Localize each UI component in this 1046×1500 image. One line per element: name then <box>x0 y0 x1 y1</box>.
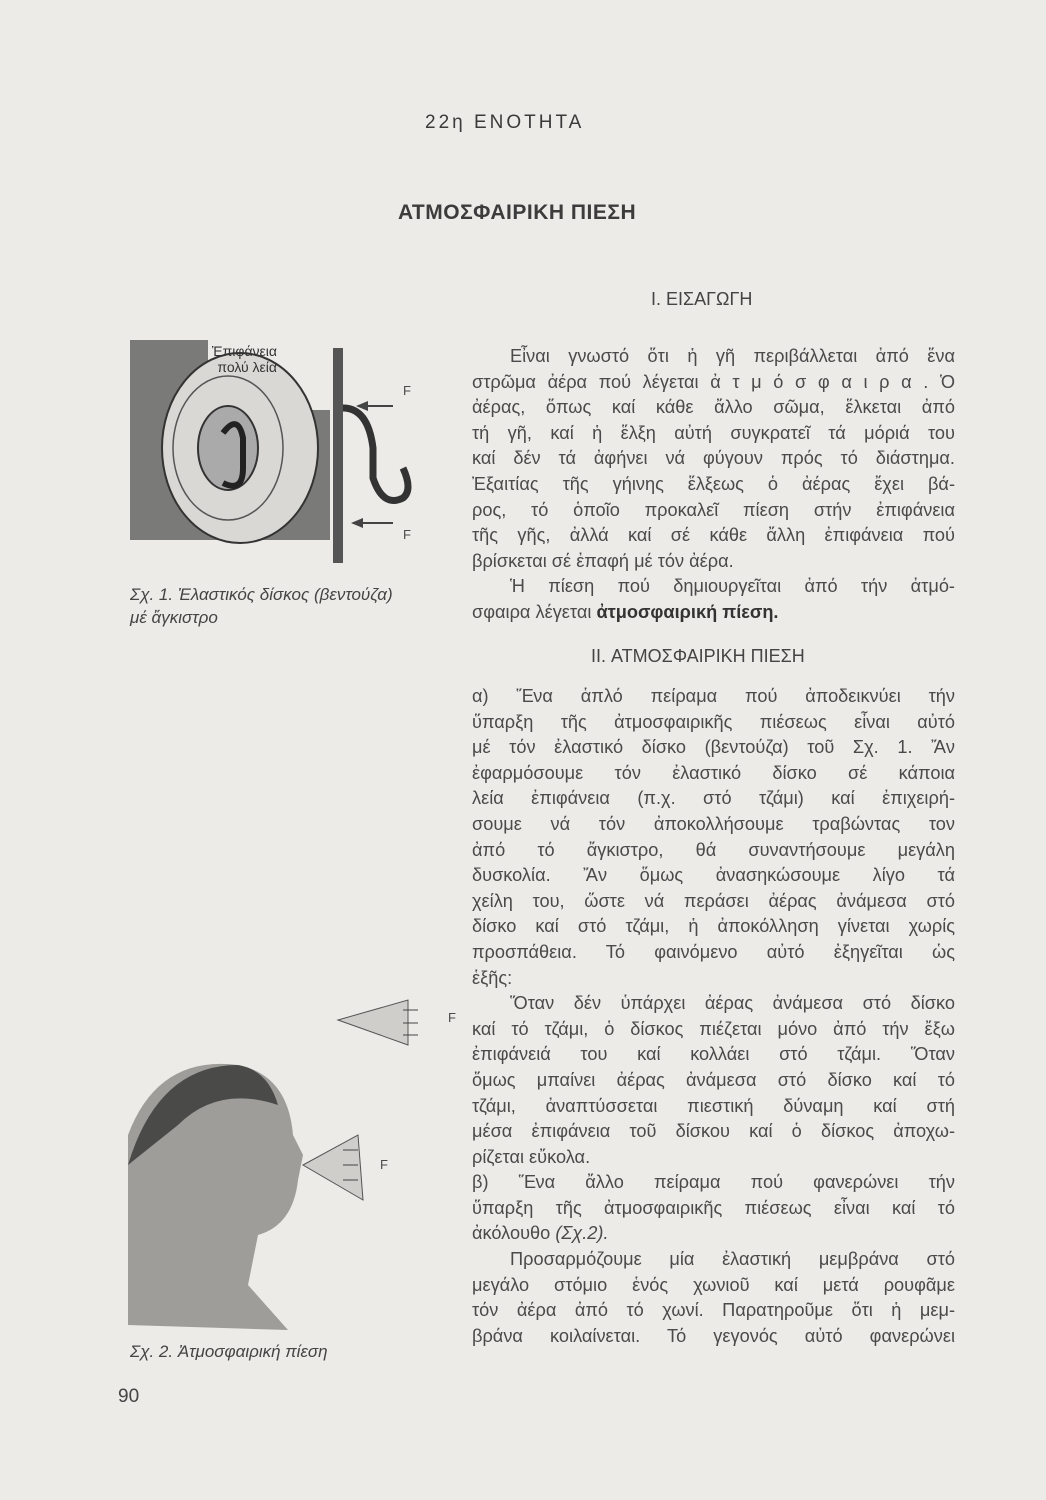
line-text: ἑξῆς: <box>472 967 513 988</box>
section2-body <box>472 684 955 1349</box>
line-text: στρῶμα ἀέρα πού λέγεται ἀ τ μ ό σ φ α ι ρ α . Ὁ <box>472 371 955 392</box>
funnel-experiment-figure <box>118 985 458 1330</box>
text-line <box>472 786 955 812</box>
text-line <box>472 1170 955 1196</box>
line-text: μεγάλο στόμιο ἑνός χωνιοῦ καί μετά ρουφᾶμε <box>472 1274 955 1295</box>
line-text: χείλη του, ὥστε νά περάσει ἀέρας ἀνάμεσα στό <box>472 890 955 911</box>
line-text: προσπάθεια. Τό φαινόμενο αὐτό ἐξηγεῖται ὡς <box>472 941 955 962</box>
line-text: Ὅταν δέν ὑπάρχει ἀέρας ἀνάμεσα στό δίσκο <box>510 993 955 1014</box>
text-line <box>472 863 955 889</box>
text-line <box>472 1017 955 1043</box>
text-line <box>472 940 955 966</box>
text-line <box>472 1068 955 1094</box>
line-text: ἀπό τό ἄγκιστρο, θά συναντήσουμε μεγάλη <box>472 839 955 860</box>
line-text: μέσα ἐπιφάνεια τοῦ δίσκου καί ὁ δίσκος ἀποχω- <box>472 1121 955 1142</box>
section-heading-atmospheric-pressure: II. ΑΤΜΟΣΦΑΙΡΙΚΗ ΠΙΕΣΗ <box>591 646 805 666</box>
line-text: δίσκο καί στό τζάμι, ἡ ἀποκόλληση γίνεται χωρίς <box>472 916 955 937</box>
line-text: δυσκολία. Ἄν ὅμως ἀνασηκώσουμε λίγο τά <box>472 865 955 886</box>
text-line <box>472 1298 955 1324</box>
text-line <box>472 889 955 915</box>
force-label: F <box>403 383 411 398</box>
force-label: F <box>448 1010 456 1025</box>
text-line <box>472 370 955 396</box>
line-text: ἀέρας, ὅπως καί κάθε ἄλλο σῶμα, ἕλκεται ἀπό <box>472 397 955 418</box>
line-text: Προσαρμόζουμε μία ἐλαστική μεμβράνα στό <box>510 1249 955 1270</box>
text-line <box>472 966 955 992</box>
text-line <box>472 344 955 370</box>
bold-term: ἀτμοσφαιρική πίεση. <box>596 601 779 622</box>
text-line <box>472 1221 955 1247</box>
text-line <box>472 761 955 787</box>
line-text: σφαιρα λέγεται <box>472 601 597 622</box>
line-text: Ἡ πίεση πού δημιουργεῖται ἀπό τήν ἀτμό- <box>510 576 955 597</box>
figure1-caption: Σχ. 1. Ἐλαστικός δίσκος (βεντούζα) <box>130 585 393 604</box>
text-line <box>472 812 955 838</box>
line-text: ρίζεται εὔκολα. <box>472 1146 591 1167</box>
section-heading-introduction: I. ΕΙΣΑΓΩΓΗ <box>651 289 753 309</box>
text-line <box>472 421 955 447</box>
line-text: σουμε νά τόν ἀποκολλήσουμε τραβώντας τον <box>472 813 955 834</box>
line-text: ἀκόλουθο <box>472 1223 556 1244</box>
text-line <box>472 1094 955 1120</box>
line-text: λεία ἐπιφάνεια (π.χ. στό τζάμι) καί ἐπιχειρή- <box>472 788 955 809</box>
section1-body <box>472 344 955 626</box>
text-line <box>472 1196 955 1222</box>
line-text: ὕπαρξη τῆς ἀτμοσφαιρικῆς πιέσεως εἶναι καί τό <box>472 1197 955 1218</box>
line-text: μέ τόν ἐλαστικό δίσκο (βεντούζα) τοῦ Σχ. 1. Ἄν <box>472 737 955 758</box>
line-text: βράνα κοιλαίνεται. Τό γεγονός αὐτό φανερώνει <box>472 1325 955 1346</box>
page-number: 90 <box>118 1386 140 1407</box>
suction-cup-figure <box>128 338 448 578</box>
figure1-caption-cont: μέ ἄγκιστρο <box>130 608 218 627</box>
line-text: καί δέν τά ἀφήνει νά φύγουν πρός τό διάστημα. <box>472 448 955 469</box>
text-line <box>472 549 955 575</box>
figure2-caption: Σχ. 2. Ἀτμοσφαιρική πίεση <box>130 1342 328 1361</box>
line-text: β) Ἕνα ἄλλο πείραμα πού φανερώνει τήν <box>472 1172 955 1193</box>
line-text: ἐπιφάνειά του καί κολλάει στό τζάμι. Ὅταν <box>472 1044 955 1065</box>
line-text: ὅμως μπαίνει ἀέρας ἀνάμεσα στό δίσκο καί τό <box>472 1069 955 1090</box>
line-text: τόν ἀέρα ἀπό τό χωνί. Παρατηροῦμε ὅτι ἡ μεμ- <box>472 1300 955 1321</box>
text-line <box>472 991 955 1017</box>
line-text: Εἶναι γνωστό ὅτι ἡ γῆ περιβάλλεται ἀπό ἕνα <box>510 346 955 366</box>
text-line <box>472 600 955 626</box>
text-line <box>472 446 955 472</box>
line-text: τῆς γῆς, ἀλλά καί σέ κάθε ἄλλη ἐπιφάνεια πού <box>472 525 955 546</box>
force-label: F <box>403 527 411 542</box>
text-line <box>472 574 955 600</box>
text-line <box>472 735 955 761</box>
unit-heading: 22η ΕΝΟΤΗΤΑ <box>425 112 585 133</box>
text-line <box>472 1119 955 1145</box>
line-text: ὕπαρξη τῆς ἀτμοσφαιρικῆς πιέσεως εἶναι αὐτό <box>472 711 955 732</box>
text-line <box>472 395 955 421</box>
figure-reference: (Σχ.2). <box>555 1223 609 1244</box>
line-text: Ἐξαιτίας τῆς γήινης ἕλξεως ὁ ἀέρας ἔχει βά- <box>472 473 955 494</box>
text-line <box>472 684 955 710</box>
text-line <box>472 1247 955 1273</box>
text-line <box>472 1324 955 1350</box>
text-line <box>472 498 955 524</box>
line-text: α) Ἕνα ἁπλό πείραμα πού ἀποδεικνύει τήν <box>472 686 955 706</box>
line-text: ἐφαρμόσουμε τόν ἐλαστικό δίσκο σέ κάποια <box>472 762 955 783</box>
line-text: καί τό τζάμι, ὁ δίσκος πιέζεται μόνο ἀπό τήν ἔξω <box>472 1018 955 1039</box>
text-line <box>472 1273 955 1299</box>
line-text: βρίσκεται σέ ἐπαφή μέ τόν ἀέρα. <box>472 550 734 571</box>
line-text: τή γῆ, καί ἡ ἕλξη αὐτή συγκρατεῖ τά μόριά του <box>472 422 955 443</box>
text-line <box>472 472 955 498</box>
force-label: F <box>380 1157 388 1172</box>
text-line <box>472 914 955 940</box>
text-line <box>472 838 955 864</box>
text-line <box>472 1145 955 1171</box>
line-text: ρος, τό ὁποῖο προκαλεῖ πίεση στήν ἐπιφάνεια <box>472 499 955 520</box>
line-text: τζάμι, ἀναπτύσσεται πιεστική δύναμη καί στή <box>472 1095 955 1116</box>
surface-label: Ἐπιφάνεια πολύ λεία <box>211 343 277 375</box>
page-title: ΑΤΜΟΣΦΑΙΡΙΚΗ ΠΙΕΣΗ <box>398 201 637 224</box>
text-line <box>472 1042 955 1068</box>
text-line <box>472 710 955 736</box>
text-line <box>472 523 955 549</box>
